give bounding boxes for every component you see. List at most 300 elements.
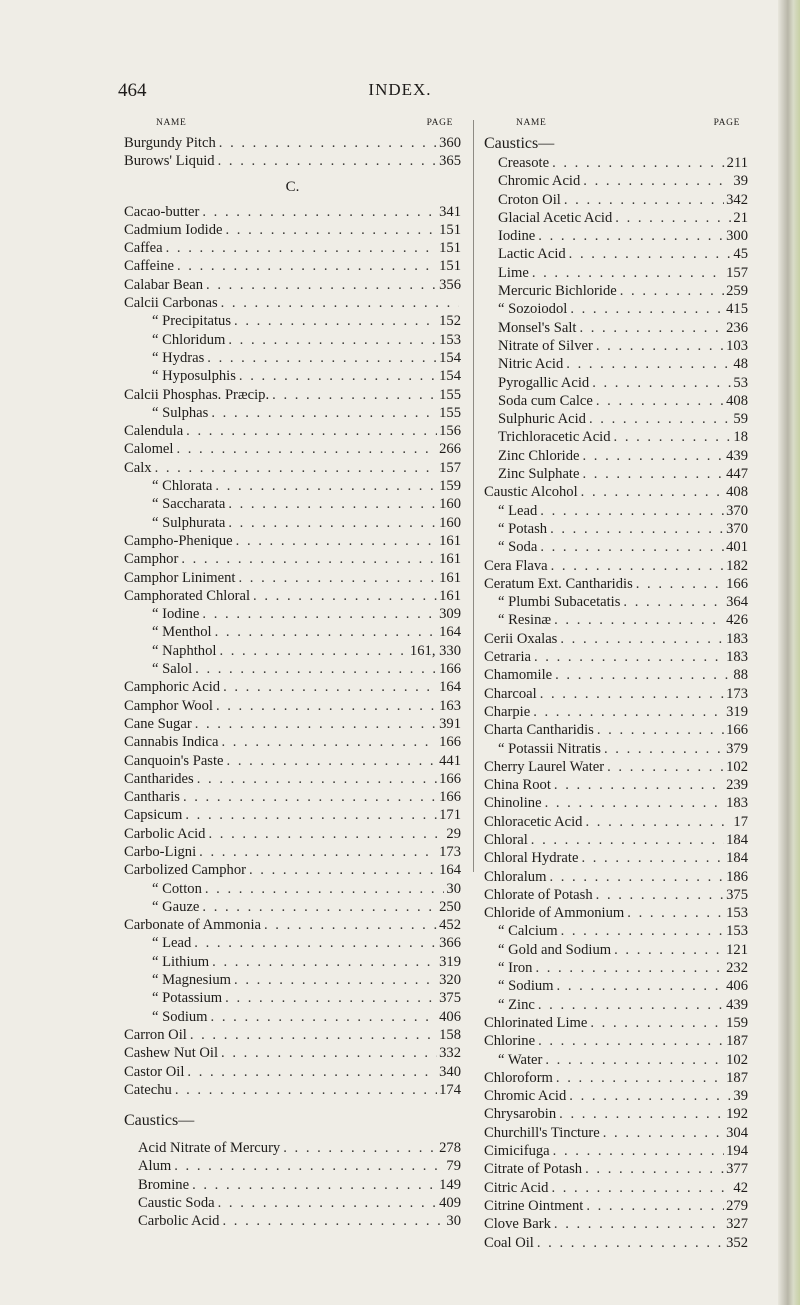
index-entry <box>484 374 748 392</box>
entry-page: 79 <box>446 1158 461 1175</box>
entry-page: 342 <box>726 191 748 208</box>
entry-name: Campho-Phenique <box>124 532 233 549</box>
right-column-header <box>484 118 748 134</box>
entry-name: “ Sulphas <box>152 404 209 421</box>
entry-name: Trichloracetic Acid <box>498 429 611 446</box>
index-entry <box>484 886 748 904</box>
leader-dots <box>578 849 724 867</box>
leader-dots <box>173 440 437 458</box>
leader-dots <box>601 740 724 758</box>
index-entry <box>124 422 461 440</box>
leader-dots <box>537 538 724 556</box>
leader-dots <box>576 319 724 337</box>
index-entry <box>124 825 461 843</box>
index-entry <box>124 678 461 696</box>
index-entry <box>484 922 748 940</box>
entry-name: Burgundy Pitch <box>124 135 216 151</box>
entry-page: 187 <box>726 1069 748 1086</box>
leader-dots <box>225 514 437 532</box>
index-entry <box>484 1142 748 1160</box>
entry-page: 152 <box>439 313 461 330</box>
leader-dots <box>192 660 437 678</box>
entry-page: 45 <box>733 246 748 263</box>
entry-page: 332 <box>439 1045 461 1062</box>
entry-name: “ Resinæ <box>498 612 552 629</box>
leader-dots <box>212 477 437 495</box>
index-entry <box>484 1215 748 1233</box>
left-page-heading: PAGE <box>426 118 453 128</box>
index-entry <box>124 697 461 715</box>
entry-name: Chinoline <box>484 795 542 812</box>
entry-page: 352 <box>726 1234 748 1251</box>
left-column <box>124 118 461 1231</box>
entry-page: 42 <box>733 1179 748 1196</box>
entry-name: “ Chlorata <box>152 478 213 495</box>
entry-page: 408 <box>726 392 748 409</box>
entry-name: China Root <box>484 777 551 794</box>
entry-page: 279 <box>726 1197 748 1214</box>
leader-dots <box>212 623 438 641</box>
entry-page: 30 <box>446 880 461 897</box>
index-entry <box>124 1176 461 1194</box>
index-entry <box>124 788 461 806</box>
index-entry <box>484 1014 748 1032</box>
entry-page: 166 <box>439 734 461 751</box>
leader-dots <box>231 971 437 989</box>
leader-dots <box>205 825 444 843</box>
entry-name: Pyrogallic Acid <box>498 374 590 391</box>
index-entry <box>484 813 748 831</box>
leader-dots <box>611 941 724 959</box>
entry-name: “ Cotton <box>152 880 202 897</box>
index-entry <box>484 1105 748 1123</box>
index-entry <box>484 740 748 758</box>
entry-page: 174 <box>439 1081 461 1098</box>
entry-name: “ Saccharata <box>152 496 226 513</box>
c-entries <box>124 203 461 1100</box>
entry-page: 161, 330 <box>409 642 461 659</box>
entry-page: 184 <box>726 850 748 867</box>
entry-page: 439 <box>726 996 748 1013</box>
entry-name: Carron Oil <box>124 1026 187 1043</box>
entry-name: “ Potash <box>498 520 548 537</box>
leader-dots <box>563 355 731 373</box>
leader-dots <box>549 154 725 172</box>
index-entry <box>124 752 461 770</box>
index-entry <box>124 898 461 916</box>
index-entry <box>484 868 748 886</box>
entry-page: 166 <box>439 789 461 806</box>
leader-dots <box>218 294 459 312</box>
index-entry <box>124 495 461 513</box>
entry-page: 360 <box>439 135 461 151</box>
leader-dots <box>163 239 437 257</box>
entry-name: Alum <box>138 1158 172 1175</box>
index-entry <box>484 831 748 849</box>
entry-page: 153 <box>726 905 748 922</box>
leader-dots <box>583 1197 724 1215</box>
index-entry <box>484 1069 748 1087</box>
index-entry <box>484 794 748 812</box>
entry-name: “ Calcium <box>498 923 558 940</box>
entry-page: 391 <box>439 715 461 732</box>
entry-name: Cannabis Indica <box>124 734 219 751</box>
entry-page: 156 <box>439 423 461 440</box>
entry-page: 379 <box>726 740 748 757</box>
entry-page: 53 <box>733 374 748 391</box>
entry-page: 250 <box>439 898 461 915</box>
entry-page: 154 <box>439 368 461 385</box>
leader-dots <box>209 953 437 971</box>
entry-name: Cherry Laurel Water <box>484 758 605 775</box>
entry-page: 161 <box>439 569 461 586</box>
entry-page: 192 <box>726 1106 748 1123</box>
index-entry <box>484 575 748 593</box>
leader-dots <box>223 221 438 239</box>
leader-dots <box>250 587 437 605</box>
leader-dots <box>171 1157 444 1175</box>
index-entry <box>484 904 748 922</box>
entry-page: 21 <box>733 209 748 226</box>
index-entry <box>484 392 748 410</box>
entry-name: Cadmium Iodide <box>124 221 223 238</box>
entry-name: “ Salol <box>152 661 193 678</box>
index-entry <box>484 172 748 190</box>
right-entries <box>484 483 748 1251</box>
entry-page: 164 <box>439 862 461 879</box>
leader-dots <box>537 502 724 520</box>
index-entry <box>484 191 748 209</box>
index-entry <box>484 666 748 684</box>
index-entry <box>124 134 461 152</box>
index-entry <box>124 770 461 788</box>
index-entry <box>484 319 748 337</box>
entry-page: 447 <box>726 466 748 483</box>
leader-dots <box>582 1160 724 1178</box>
entry-name: Carbolic Acid <box>138 1213 220 1230</box>
leader-dots <box>531 648 724 666</box>
leader-dots <box>537 685 724 703</box>
index-entry <box>124 1157 461 1175</box>
leader-dots <box>218 1044 437 1062</box>
leader-dots <box>586 410 731 428</box>
leader-dots <box>199 898 437 916</box>
entry-name: “ Lithium <box>152 953 210 970</box>
entry-page: 151 <box>439 240 461 257</box>
entry-name: “ Lead <box>152 935 192 952</box>
leader-dots <box>225 495 437 513</box>
entry-page: 356 <box>439 276 461 293</box>
index-entry <box>124 642 461 660</box>
index-entry <box>124 367 461 385</box>
entry-name: Monsel's Salt <box>498 319 577 336</box>
entry-name: Bromine <box>138 1176 190 1193</box>
entry-page: 164 <box>439 679 461 696</box>
entry-page: 153 <box>726 923 748 940</box>
entry-name: Nitrate of Silver <box>498 337 593 354</box>
leader-dots <box>587 1014 724 1032</box>
entry-name: “ Gold and Sodium <box>498 941 612 958</box>
leader-dots <box>550 1142 724 1160</box>
entry-name: Cetraria <box>484 649 531 666</box>
leader-dots <box>172 1081 437 1099</box>
page-title: INDEX. <box>368 80 432 99</box>
left-caustics-entries <box>124 1139 461 1230</box>
index-entry <box>484 648 748 666</box>
index-entry <box>124 806 461 824</box>
entry-name: Caustic Soda <box>138 1195 215 1212</box>
right-page-heading: PAGE <box>713 118 740 128</box>
index-entry <box>484 630 748 648</box>
entry-page: 154 <box>439 349 461 366</box>
entry-name: “ Magnesium <box>152 972 232 989</box>
entry-page: 320 <box>439 972 461 989</box>
entry-page: 151 <box>439 258 461 275</box>
right-name-heading: NAME <box>516 118 547 128</box>
index-entry <box>484 758 748 776</box>
leader-dots <box>593 392 724 410</box>
index-entry <box>484 1234 748 1252</box>
index-entry <box>484 611 748 629</box>
leader-dots <box>579 447 724 465</box>
leader-dots <box>199 203 437 221</box>
entry-page: 183 <box>726 649 748 666</box>
entry-name: “ Hyposulphis <box>152 368 236 385</box>
entry-name: “ Sulphurata <box>152 514 226 531</box>
entry-page: 17 <box>733 813 748 830</box>
entry-name: “ Zinc <box>498 996 535 1013</box>
entry-name: Chromic Acid <box>484 1088 567 1105</box>
entry-name: Chloroform <box>484 1069 553 1086</box>
index-entry <box>124 1044 461 1062</box>
index-entry <box>484 227 748 245</box>
leader-dots <box>202 880 445 898</box>
entry-page: 166 <box>439 770 461 787</box>
index-entry <box>484 538 748 556</box>
entry-name: Carbo-Ligni <box>124 843 197 860</box>
index-entry <box>484 428 748 446</box>
leader-dots <box>180 788 437 806</box>
index-entry <box>124 257 461 275</box>
leader-dots <box>557 630 724 648</box>
leader-dots <box>535 1032 724 1050</box>
leader-dots <box>542 1051 724 1069</box>
entry-page: 184 <box>726 831 748 848</box>
index-entry <box>484 483 748 501</box>
entry-page: 409 <box>439 1195 461 1212</box>
entry-name: Sulphuric Acid <box>498 411 586 428</box>
entry-page: 319 <box>439 953 461 970</box>
entry-page: 211 <box>726 155 748 171</box>
entry-name: Chloral Hydrate <box>484 850 579 867</box>
index-entry <box>484 776 748 794</box>
leader-dots <box>561 191 724 209</box>
leader-dots <box>566 245 732 263</box>
index-entry <box>484 502 748 520</box>
entry-name: Cera Flava <box>484 557 548 574</box>
index-entry <box>484 410 748 428</box>
entry-name: “ Chloridum <box>152 331 226 348</box>
entry-page: 365 <box>439 153 461 170</box>
entry-page: 164 <box>439 624 461 641</box>
index-entry <box>484 721 748 739</box>
leader-dots <box>633 575 724 593</box>
entry-name: “ Potassium <box>152 990 223 1007</box>
index-entry <box>124 459 461 477</box>
entry-page: 171 <box>439 807 461 824</box>
entry-name: Calabar Bean <box>124 276 204 293</box>
entry-name: Catechu <box>124 1081 172 1098</box>
entry-page: 452 <box>439 917 461 934</box>
index-entry <box>124 1063 461 1081</box>
leader-dots <box>269 386 437 404</box>
entry-page: 173 <box>439 843 461 860</box>
index-entry <box>484 154 748 172</box>
leader-dots <box>235 569 437 587</box>
entry-page: 186 <box>726 868 748 885</box>
leader-dots <box>261 916 437 934</box>
index-entry <box>124 569 461 587</box>
entry-page: 278 <box>439 1140 461 1157</box>
entry-page: 166 <box>439 661 461 678</box>
leader-dots <box>184 1063 437 1081</box>
leader-dots <box>280 1139 437 1157</box>
index-entry <box>484 996 748 1014</box>
leader-dots <box>529 264 724 282</box>
left-caustics-heading: Caustics— <box>124 1112 195 1130</box>
entry-page: 426 <box>726 612 748 629</box>
leader-dots <box>547 520 724 538</box>
leader-dots <box>215 1194 437 1212</box>
entry-page: 439 <box>726 447 748 464</box>
entry-name: Zinc Chloride <box>498 447 580 464</box>
entry-page: 160 <box>439 514 461 531</box>
leader-dots <box>589 374 731 392</box>
entry-name: Iodine <box>498 228 536 245</box>
entry-name: Mercuric Bichloride <box>498 283 617 300</box>
leader-dots <box>551 776 724 794</box>
entry-name: Calcii Carbonas <box>124 295 218 312</box>
index-entry <box>124 605 461 623</box>
entry-name: Chromic Acid <box>498 173 581 190</box>
index-entry <box>124 953 461 971</box>
leader-dots <box>222 989 437 1007</box>
entry-page: 102 <box>726 1051 748 1068</box>
index-entry <box>124 276 461 294</box>
entry-name: “ Gauze <box>152 898 200 915</box>
entry-page: 187 <box>726 1033 748 1050</box>
index-entry <box>484 593 748 611</box>
index-entry <box>484 959 748 977</box>
index-entry <box>484 465 748 483</box>
index-entry <box>484 1032 748 1050</box>
entry-page: 30 <box>446 1213 461 1230</box>
index-entry <box>124 660 461 678</box>
leader-dots <box>203 276 437 294</box>
entry-page: 406 <box>439 1008 461 1025</box>
entry-page: 39 <box>733 1088 748 1105</box>
entry-name: Chlorate of Potash <box>484 886 593 903</box>
entry-page: 304 <box>726 1124 748 1141</box>
column-divider <box>473 120 474 872</box>
entry-page: 39 <box>733 173 748 190</box>
entry-page: 370 <box>726 502 748 519</box>
right-caustics-heading: Caustics— <box>484 135 555 152</box>
leader-dots <box>617 282 724 300</box>
index-entry <box>124 294 461 312</box>
leader-dots <box>199 605 437 623</box>
entry-page: 406 <box>726 978 748 995</box>
leader-dots <box>624 904 724 922</box>
leader-dots <box>542 794 725 812</box>
leader-dots <box>208 404 437 422</box>
entry-name: “ Sodium <box>152 1008 208 1025</box>
entry-name: “ Water <box>498 1051 543 1068</box>
index-entry <box>124 1081 461 1099</box>
index-entry <box>484 447 748 465</box>
entry-page: 103 <box>726 337 748 354</box>
leader-dots <box>535 996 724 1014</box>
index-entry <box>124 916 461 934</box>
entry-name: Lime <box>498 264 529 281</box>
index-entry <box>484 520 748 538</box>
entry-name: “ Lead <box>498 502 538 519</box>
index-entry <box>484 1179 748 1197</box>
entry-name: Camphoric Acid <box>124 679 221 696</box>
entry-name: “ Sodium <box>498 978 554 995</box>
entry-name: Cantharis <box>124 789 180 806</box>
entry-name: “ Precipitatus <box>152 313 232 330</box>
entry-page: 300 <box>726 228 748 245</box>
entry-page: 88 <box>733 667 748 684</box>
page-header <box>0 80 800 110</box>
leader-dots <box>579 465 724 483</box>
entry-page: 370 <box>726 520 748 537</box>
entry-page: 232 <box>726 960 748 977</box>
entry-page: 375 <box>726 886 748 903</box>
index-entry <box>124 152 461 170</box>
index-entry <box>124 477 461 495</box>
index-entry <box>124 934 461 952</box>
entry-page: 401 <box>726 539 748 556</box>
entry-name: Chlorinated Lime <box>484 1014 588 1031</box>
entry-name: Ceratum Ext. Cantharidis <box>484 575 633 592</box>
entry-page: 160 <box>439 496 461 513</box>
page-edge <box>778 0 800 1305</box>
entry-name: Cerii Oxalas <box>484 630 558 647</box>
entry-name: “ Soda <box>498 539 538 556</box>
index-entry <box>484 355 748 373</box>
index-entry <box>484 941 748 959</box>
index-entry <box>484 977 748 995</box>
entry-name: Zinc Sulphate <box>498 466 580 483</box>
index-entry <box>124 312 461 330</box>
index-entry <box>484 282 748 300</box>
entry-name: Capsicum <box>124 807 183 824</box>
leader-dots <box>218 733 437 751</box>
index-entry <box>484 300 748 318</box>
index-entry <box>484 685 748 703</box>
leader-dots <box>600 1124 724 1142</box>
entry-name: Charpie <box>484 703 531 720</box>
entry-name: Clove Bark <box>484 1216 551 1233</box>
entry-page: 183 <box>726 630 748 647</box>
entry-name: “ Hydras <box>152 349 205 366</box>
leader-dots <box>183 422 437 440</box>
index-entry <box>124 971 461 989</box>
leader-dots <box>530 703 724 721</box>
entry-name: Coal Oil <box>484 1234 534 1251</box>
